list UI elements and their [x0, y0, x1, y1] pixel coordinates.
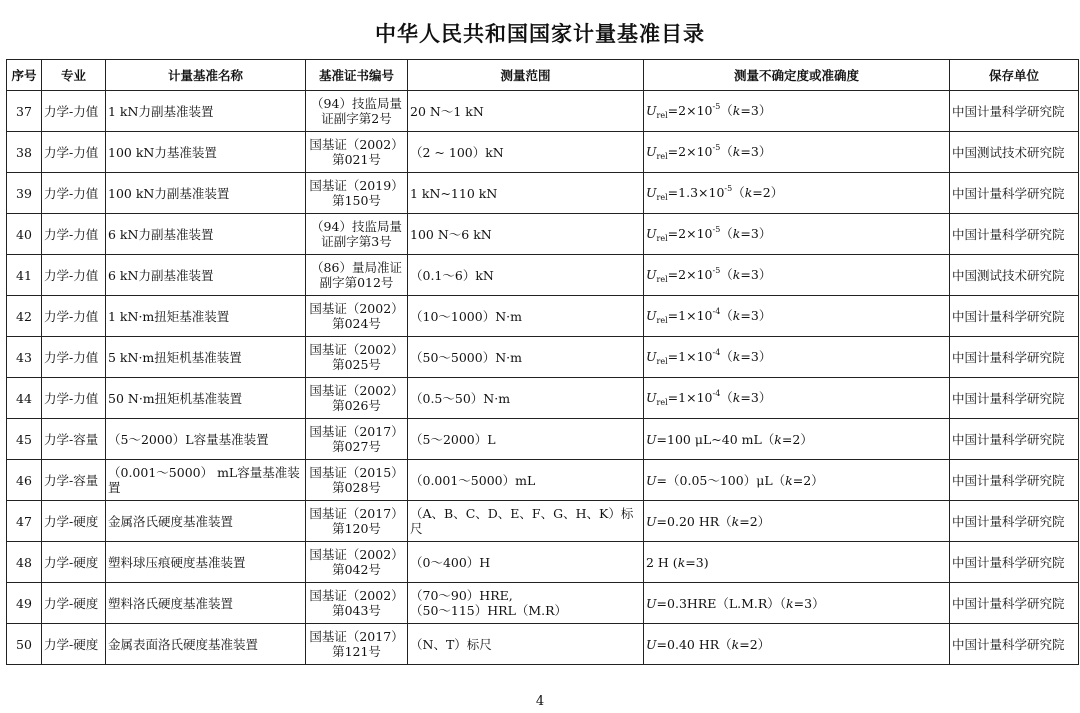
cell-standard-name: 塑料球压痕硬度基准装置 — [106, 542, 306, 583]
paren-close: ） — [758, 103, 772, 118]
paren-close: ） — [758, 308, 772, 323]
cell-specialty: 力学-容量 — [42, 460, 106, 501]
cell-specialty: 力学-力值 — [42, 214, 106, 255]
cell-custodian: 中国计量科学研究院 — [950, 460, 1079, 501]
cell-measurement-range: （N、T）标尺 — [408, 624, 644, 665]
paren-open: （ — [720, 144, 733, 159]
symbol-k: k — [744, 185, 753, 200]
cell-standard-name: 金属表面洛氏硬度基准装置 — [106, 624, 306, 665]
symbol-k: k — [732, 390, 741, 405]
cell-custodian: 中国计量科学研究院 — [950, 419, 1079, 460]
uncertainty-exponent: -5 — [712, 225, 721, 234]
symbol-k: k — [732, 144, 741, 159]
cell-custodian: 中国计量科学研究院 — [950, 624, 1079, 665]
uncertainty-value: =2×10 — [667, 226, 713, 241]
coverage-factor: 3 — [750, 226, 759, 241]
paren-open: （ — [720, 267, 733, 282]
cell-serial-no: 49 — [7, 583, 42, 624]
coverage-factor: 3 — [750, 390, 759, 405]
table-row — [7, 460, 1079, 501]
coverage-factor: 3 — [804, 595, 813, 611]
cell-measurement-range: （0.1～6）kN — [408, 255, 644, 296]
subscript-rel: rel — [656, 111, 668, 120]
table-row — [7, 419, 1079, 460]
cell-standard-name: 6 kN力副基准装置 — [106, 214, 306, 255]
cell-serial-no: 41 — [7, 255, 42, 296]
document-title: 中华人民共和国国家计量基准目录 — [375, 22, 705, 46]
table-row — [7, 214, 1079, 255]
header-uncertainty: 测量不确定度或准确度 — [644, 60, 950, 91]
paren-close: ） — [758, 349, 772, 364]
symbol-u: U — [646, 431, 657, 447]
cell-specialty: 力学-力值 — [42, 378, 106, 419]
cell-specialty: 力学-硬度 — [42, 624, 106, 665]
coverage-factor: 3 — [750, 103, 759, 118]
paren-close: ） — [811, 472, 824, 488]
cell-specialty: 力学-硬度 — [42, 501, 106, 542]
paren-open: （ — [720, 308, 733, 323]
paren-close: ） — [758, 390, 772, 405]
cell-standard-name: 50 N·m扭矩机基准装置 — [106, 378, 306, 419]
paren-open: （ — [732, 185, 745, 200]
cell-custodian: 中国计量科学研究院 — [950, 583, 1079, 624]
cell-uncertainty — [644, 583, 950, 624]
paren-close: ） — [812, 595, 825, 611]
cell-custodian: 中国计量科学研究院 — [950, 542, 1079, 583]
equals-sign: = — [740, 144, 751, 159]
table-body — [7, 91, 1079, 665]
equals-sign: = — [781, 431, 793, 447]
cell-specialty: 力学-硬度 — [42, 583, 106, 624]
symbol-u: U — [646, 513, 657, 529]
equals-sign: = — [740, 308, 751, 323]
subscript-rel: rel — [656, 152, 668, 161]
table-row — [7, 91, 1079, 132]
symbol-k: k — [732, 103, 741, 118]
cell-uncertainty — [644, 173, 950, 214]
symbol-k: k — [732, 226, 741, 241]
header-standard-name: 计量基准名称 — [106, 60, 306, 91]
cell-certificate-no: 国基证（2017） 第120号 — [306, 501, 408, 542]
table-row — [7, 337, 1079, 378]
subscript-rel: rel — [656, 193, 668, 202]
standards-catalog-table — [6, 59, 1079, 665]
cell-uncertainty — [644, 214, 950, 255]
paren-close: ） — [758, 226, 772, 241]
equals-sign: = — [740, 103, 751, 118]
equals-sign: = — [740, 390, 751, 405]
cell-custodian: 中国计量科学研究院 — [950, 378, 1079, 419]
symbol-u: U — [646, 595, 657, 611]
table-row — [7, 542, 1079, 583]
coverage-factor: 3 — [750, 308, 759, 323]
symbol-u: U — [646, 103, 657, 118]
symbol-u: U — [646, 390, 657, 405]
cell-certificate-no: 国基证（2002） 第043号 — [306, 583, 408, 624]
cell-specialty: 力学-硬度 — [42, 542, 106, 583]
cell-certificate-no: 国基证（2017） 第121号 — [306, 624, 408, 665]
symbol-u: U — [646, 144, 657, 159]
cell-custodian: 中国测试技术研究院 — [950, 132, 1079, 173]
cell-serial-no: 50 — [7, 624, 42, 665]
cell-custodian: 中国计量科学研究院 — [950, 91, 1079, 132]
equals-sign: = — [739, 636, 750, 652]
equals-sign: = — [740, 267, 751, 282]
equals-sign: = — [740, 226, 751, 241]
paren-open: （ — [720, 226, 733, 241]
page-number: 4 — [535, 694, 545, 709]
header-specialty: 专业 — [42, 60, 106, 91]
cell-measurement-range: 100 N～6 kN — [408, 214, 644, 255]
paren-open: （ — [720, 349, 733, 364]
cell-measurement-range: （A、B、C、D、E、F、G、H、K）标 尺 — [408, 501, 644, 542]
symbol-k: k — [732, 308, 741, 323]
table-header-row — [7, 60, 1079, 91]
cell-certificate-no: （94）技监局量 证副字第3号 — [306, 214, 408, 255]
cell-custodian: 中国计量科学研究院 — [950, 214, 1079, 255]
symbol-k: k — [731, 513, 740, 529]
table-row — [7, 501, 1079, 542]
cell-custodian: 中国计量科学研究院 — [950, 173, 1079, 214]
subscript-rel: rel — [656, 234, 668, 243]
symbol-k: k — [731, 636, 740, 652]
cell-uncertainty — [644, 378, 950, 419]
uncertainty-exponent: -5 — [712, 102, 721, 111]
cell-measurement-range: （2 ~ 100）kN — [408, 132, 644, 173]
subscript-rel: rel — [656, 316, 668, 325]
symbol-k: k — [732, 267, 741, 282]
coverage-factor: 2 — [749, 636, 758, 652]
paren-close: ） — [758, 267, 772, 282]
subscript-rel: rel — [656, 398, 668, 407]
equals-sign: = — [740, 349, 751, 364]
coverage-factor: 2 — [749, 513, 758, 529]
uncertainty-value: =100 μL~40 mL（ — [656, 431, 775, 447]
cell-certificate-no: 国基证（2017） 第027号 — [306, 419, 408, 460]
table-row — [7, 624, 1079, 665]
table-row — [7, 132, 1079, 173]
cell-certificate-no: 国基证（2002） 第042号 — [306, 542, 408, 583]
cell-uncertainty — [644, 296, 950, 337]
cell-custodian: 中国测试技术研究院 — [950, 255, 1079, 296]
cell-specialty: 力学-力值 — [42, 255, 106, 296]
coverage-factor: 3 — [750, 144, 759, 159]
uncertainty-exponent: -4 — [712, 348, 721, 357]
cell-certificate-no: 国基证（2002） 第025号 — [306, 337, 408, 378]
cell-standard-name: 1 kN力副基准装置 — [106, 91, 306, 132]
cell-serial-no: 43 — [7, 337, 42, 378]
symbol-u: U — [646, 472, 657, 488]
uncertainty-value: =（0.05～100）μL（ — [656, 472, 786, 488]
symbol-u: U — [646, 349, 657, 364]
cell-serial-no: 37 — [7, 91, 42, 132]
symbol-k: k — [677, 554, 686, 570]
paren-close: ） — [770, 185, 784, 200]
symbol-u: U — [646, 308, 657, 323]
paren-close: ） — [757, 636, 771, 652]
uncertainty-exponent: -5 — [712, 266, 721, 275]
uncertainty-exponent: -5 — [724, 184, 733, 193]
cell-measurement-range: （70～90）HRE, （50～115）HRL（M.R） — [408, 583, 644, 624]
cell-specialty: 力学-力值 — [42, 91, 106, 132]
cell-custodian: 中国计量科学研究院 — [950, 296, 1079, 337]
cell-serial-no: 40 — [7, 214, 42, 255]
cell-uncertainty — [644, 624, 950, 665]
paren-open: （ — [720, 103, 733, 118]
cell-measurement-range: （10～1000）N·m — [408, 296, 644, 337]
cell-serial-no: 46 — [7, 460, 42, 501]
cell-uncertainty — [644, 501, 950, 542]
table-row — [7, 583, 1079, 624]
subscript-rel: rel — [656, 275, 668, 284]
coverage-factor: 2 — [803, 472, 812, 488]
coverage-factor: 3 — [750, 267, 759, 282]
cell-custodian: 中国计量科学研究院 — [950, 337, 1079, 378]
header-measurement-range: 测量范围 — [408, 60, 644, 91]
table-row — [7, 255, 1079, 296]
coverage-factor: =3) — [685, 554, 709, 570]
cell-uncertainty — [644, 460, 950, 501]
cell-standard-name: 100 kN力副基准装置 — [106, 173, 306, 214]
table-row — [7, 173, 1079, 214]
cell-certificate-no: （94）技监局量 证副字第2号 — [306, 91, 408, 132]
coverage-factor: 2 — [792, 431, 801, 447]
paren-close: ） — [758, 144, 772, 159]
equals-sign: = — [739, 513, 750, 529]
uncertainty-exponent: -5 — [712, 143, 721, 152]
cell-serial-no: 48 — [7, 542, 42, 583]
equals-sign: = — [752, 185, 763, 200]
cell-standard-name: 塑料洛氏硬度基准装置 — [106, 583, 306, 624]
cell-certificate-no: （86）量局准证 副字第012号 — [306, 255, 408, 296]
cell-measurement-range: （0.001～5000）mL — [408, 460, 644, 501]
cell-uncertainty — [644, 542, 950, 583]
cell-measurement-range: （0～400）H — [408, 542, 644, 583]
uncertainty-exponent: -4 — [712, 307, 721, 316]
header-custodian: 保存单位 — [950, 60, 1079, 91]
table-row — [7, 296, 1079, 337]
cell-measurement-range: 1 kN~110 kN — [408, 173, 644, 214]
cell-standard-name: 1 kN·m扭矩基准装置 — [106, 296, 306, 337]
cell-certificate-no: 国基证（2002） 第024号 — [306, 296, 408, 337]
header-serial-no: 序号 — [7, 60, 42, 91]
symbol-k: k — [774, 431, 782, 447]
cell-certificate-no: 国基证（2019） 第150号 — [306, 173, 408, 214]
cell-serial-no: 38 — [7, 132, 42, 173]
header-certificate-no: 基准证书编号 — [306, 60, 408, 91]
paren-close: ） — [757, 513, 771, 529]
symbol-u: U — [646, 185, 657, 200]
cell-serial-no: 42 — [7, 296, 42, 337]
cell-serial-no: 45 — [7, 419, 42, 460]
cell-uncertainty — [644, 255, 950, 296]
uncertainty-exponent: -4 — [712, 389, 721, 398]
symbol-k: k — [732, 349, 741, 364]
symbol-u: U — [646, 636, 657, 652]
cell-custodian: 中国计量科学研究院 — [950, 501, 1079, 542]
cell-serial-no: 47 — [7, 501, 42, 542]
cell-specialty: 力学-力值 — [42, 337, 106, 378]
cell-specialty: 力学-力值 — [42, 132, 106, 173]
cell-specialty: 力学-力值 — [42, 173, 106, 214]
cell-standard-name: 6 kN力副基准装置 — [106, 255, 306, 296]
uncertainty-value: =1.3×10 — [667, 185, 725, 200]
cell-uncertainty — [644, 419, 950, 460]
cell-standard-name: （0.001～5000） mL容量基准装 置 — [106, 460, 306, 501]
uncertainty-value: =2×10 — [667, 267, 713, 282]
symbol-u: U — [646, 267, 657, 282]
cell-standard-name: 5 kN·m扭矩机基准装置 — [106, 337, 306, 378]
cell-specialty: 力学-力值 — [42, 296, 106, 337]
paren-open: （ — [720, 390, 733, 405]
symbol-k: k — [785, 472, 793, 488]
cell-uncertainty — [644, 91, 950, 132]
cell-uncertainty — [644, 132, 950, 173]
uncertainty-value: =1×10 — [667, 390, 713, 405]
cell-specialty: 力学-容量 — [42, 419, 106, 460]
uncertainty-value: 2 H ( — [646, 554, 678, 570]
cell-measurement-range: 20 N～1 kN — [408, 91, 644, 132]
symbol-k: k — [786, 595, 794, 611]
cell-measurement-range: （0.5～50）N·m — [408, 378, 644, 419]
cell-measurement-range: （50～5000）N·m — [408, 337, 644, 378]
symbol-u: U — [646, 226, 657, 241]
cell-standard-name: 100 kN力基准装置 — [106, 132, 306, 173]
cell-standard-name: 金属洛氏硬度基准装置 — [106, 501, 306, 542]
equals-sign: = — [792, 472, 804, 488]
uncertainty-value: =2×10 — [667, 103, 713, 118]
coverage-factor: 3 — [750, 349, 759, 364]
subscript-rel: rel — [656, 357, 668, 366]
equals-sign: = — [793, 595, 805, 611]
uncertainty-value: =1×10 — [667, 308, 713, 323]
cell-certificate-no: 国基证（2002） 第021号 — [306, 132, 408, 173]
cell-certificate-no: 国基证（2015） 第028号 — [306, 460, 408, 501]
paren-close: ） — [800, 431, 813, 447]
cell-standard-name: （5～2000）L容量基准装置 — [106, 419, 306, 460]
cell-serial-no: 44 — [7, 378, 42, 419]
cell-serial-no: 39 — [7, 173, 42, 214]
cell-certificate-no: 国基证（2002） 第026号 — [306, 378, 408, 419]
coverage-factor: 2 — [762, 185, 771, 200]
uncertainty-value: =1×10 — [667, 349, 713, 364]
uncertainty-value: =0.40 HR（ — [656, 636, 732, 652]
cell-uncertainty — [644, 337, 950, 378]
uncertainty-value: =0.3HRE（L.M.R）（ — [656, 595, 787, 611]
uncertainty-value: =0.20 HR（ — [656, 513, 732, 529]
table-row — [7, 378, 1079, 419]
uncertainty-value: =2×10 — [667, 144, 713, 159]
cell-measurement-range: （5～2000）L — [408, 419, 644, 460]
